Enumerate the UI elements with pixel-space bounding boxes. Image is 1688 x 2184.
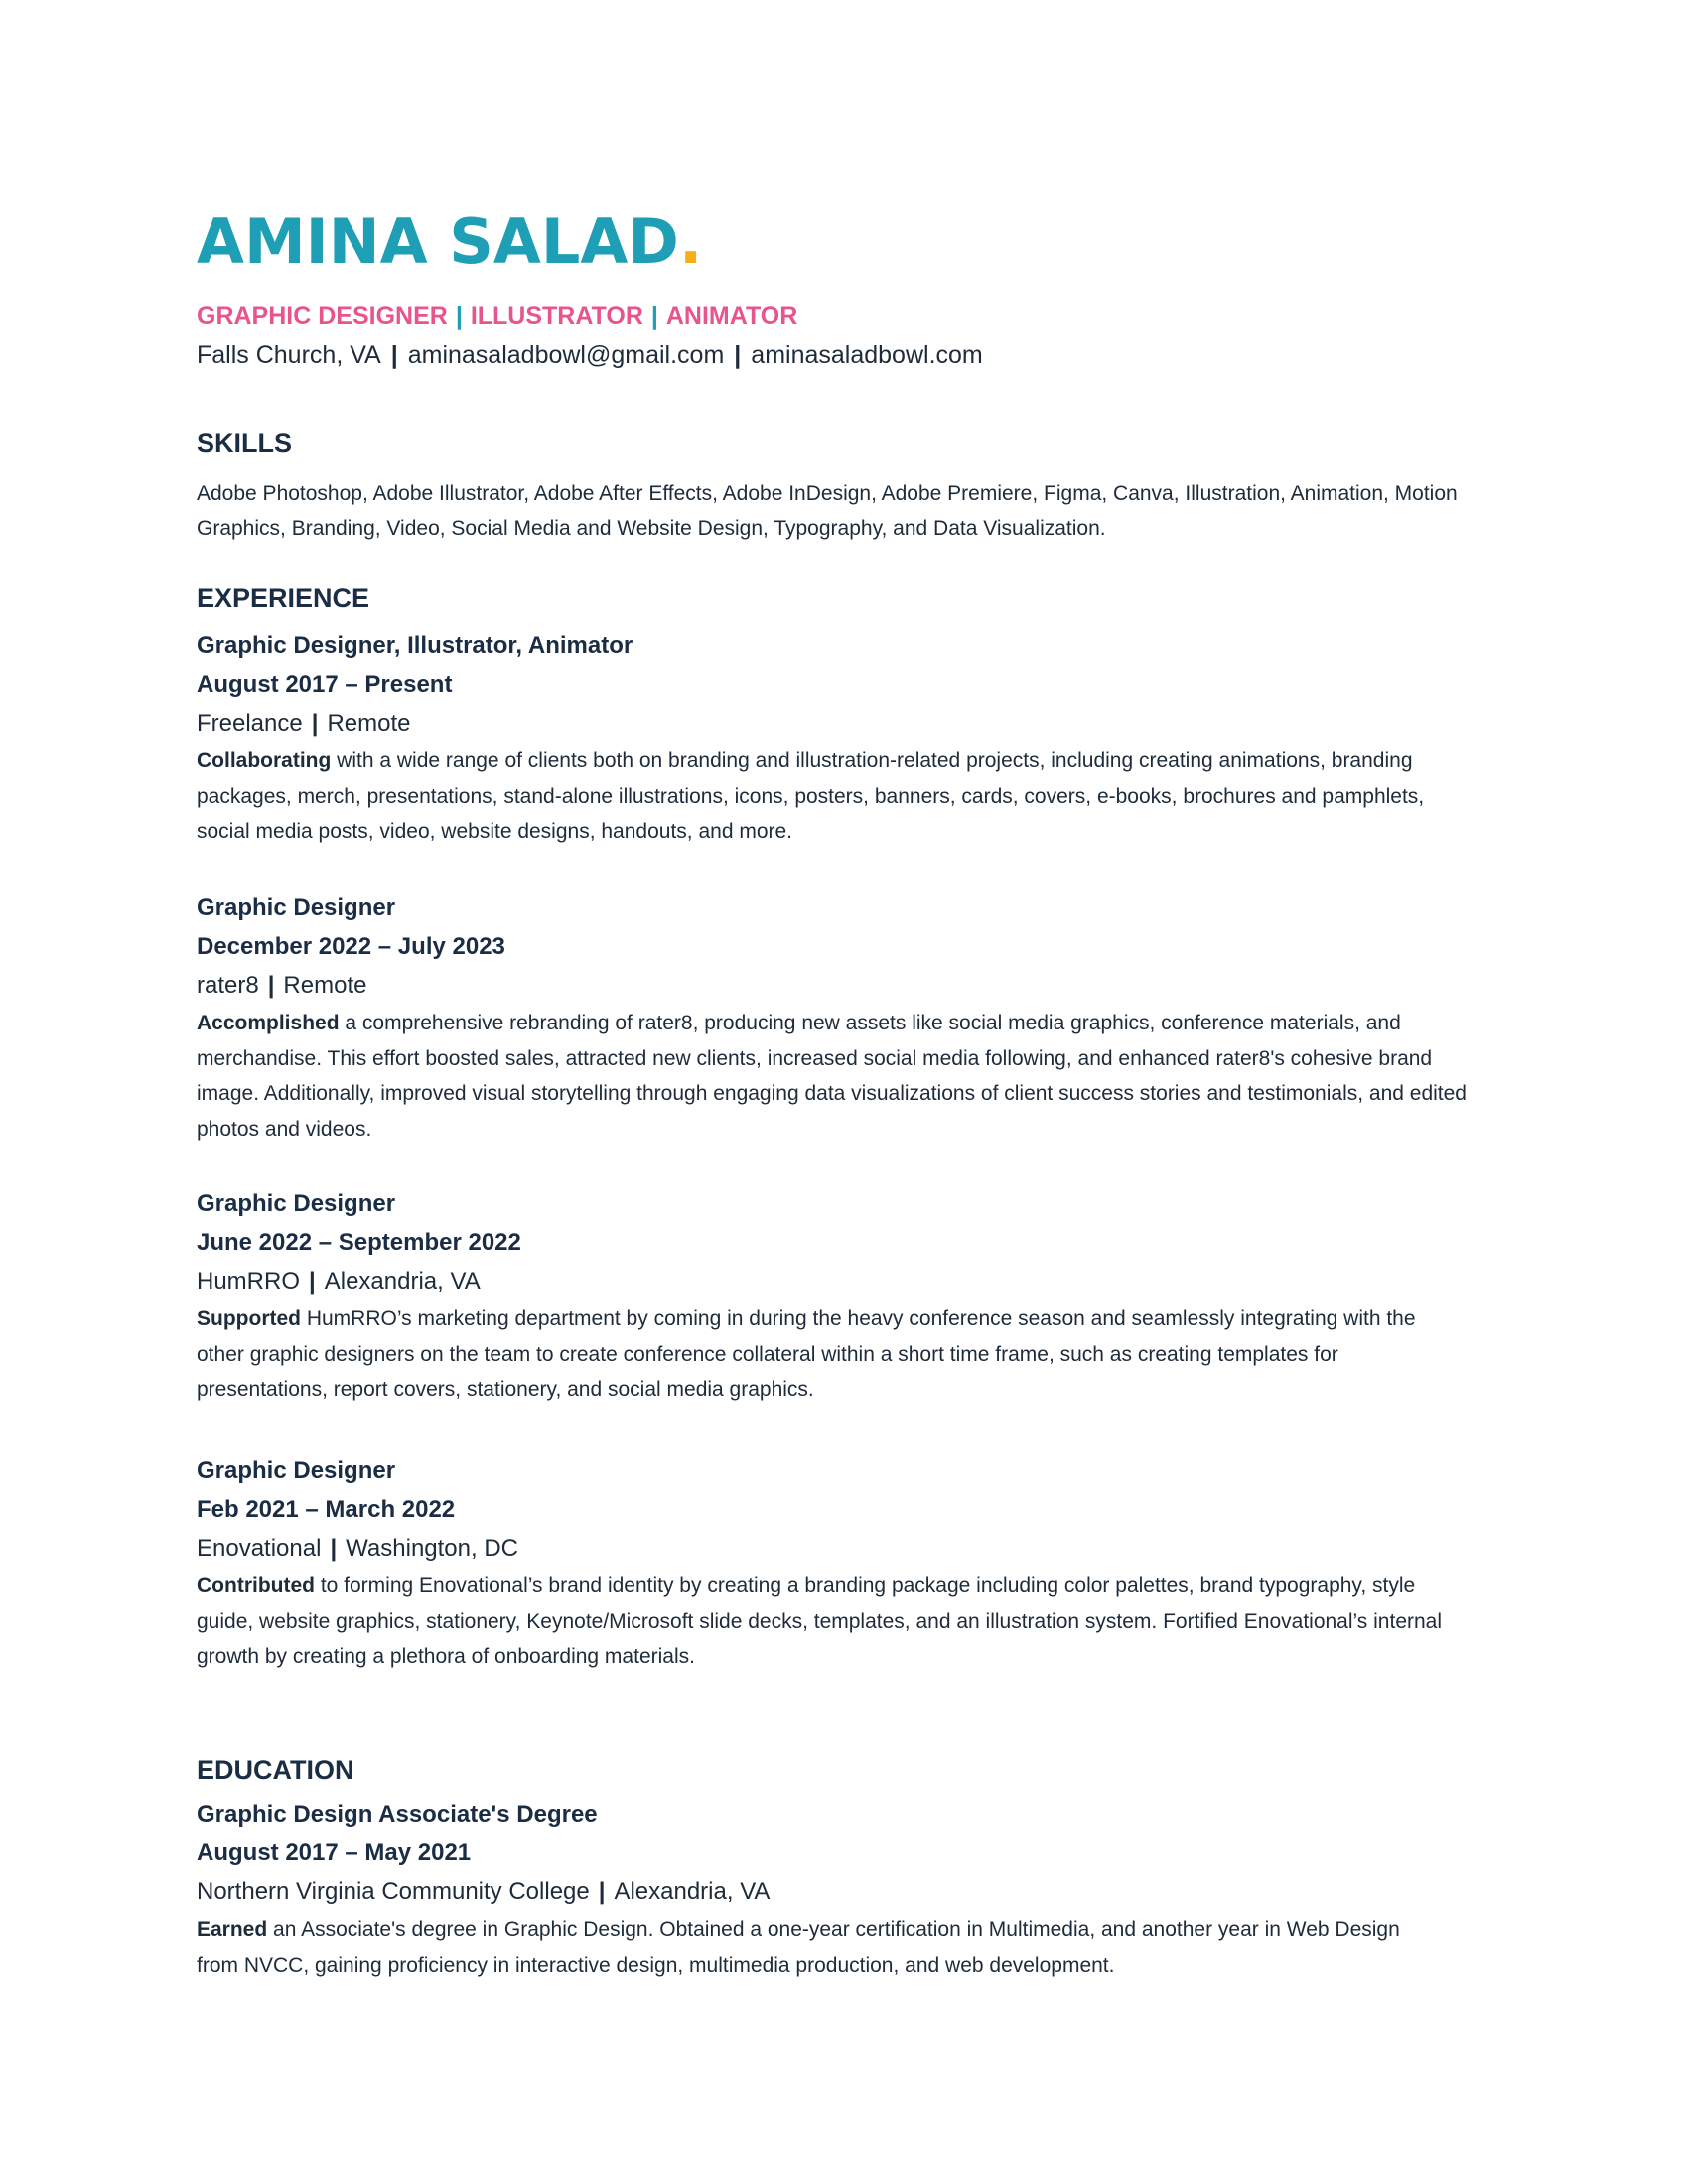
job-lead-verb: Accomplished <box>197 1012 340 1034</box>
job-place <box>197 704 1487 743</box>
job-title: Graphic Designer <box>197 1457 396 1484</box>
job-description <box>197 1301 1468 1408</box>
job-org: rater8 <box>197 972 259 999</box>
role-illustrator: ILLUSTRATOR <box>470 302 643 330</box>
name-text: AMINA SALAD <box>197 205 679 278</box>
job-place <box>197 1529 1487 1568</box>
job-location: Washington, DC <box>346 1535 519 1562</box>
roles-line <box>197 300 797 332</box>
job-org: Freelance <box>197 710 303 737</box>
experience-heading: EXPERIENCE <box>197 583 370 613</box>
job-desc-text: a comprehensive rebranding of rater8, producing new assets like social media graphics, conference materials, and merchandise. This effort boosted sales, attracted new clients, increased social media following, and enhanced rater8's cohesive brand image. Additionally, improved visual storytelling through engaging data visualizations of client success stories and testimonials, and edited photos and videos. <box>197 1012 1467 1141</box>
place-separator: | <box>267 972 275 999</box>
job-desc-text: to forming Enovational’s brand identity by creating a branding package including color palettes, brand typography, style guide, website graphics, stationery, Keynote/Microsoft slide decks, templates, and an illustration system. Fortified Enovational’s internal growth by creating a plethora of onboarding materials. <box>197 1574 1443 1668</box>
job-desc-text: HumRRO’s marketing department by coming in during the heavy conference season and seamlessly integrating with the other graphic designers on the team to create conference collateral within a short time frame, such as creating templates for presentations, report covers, stationery, and social media graphics. <box>197 1307 1416 1401</box>
place-separator: | <box>330 1535 338 1562</box>
job-location: Alexandria, VA <box>324 1268 481 1295</box>
contact-separator: | <box>390 341 398 369</box>
job-description <box>197 1569 1468 1675</box>
school-name: Northern Virginia Community College <box>197 1878 590 1905</box>
skills-heading: SKILLS <box>197 428 293 458</box>
job-entry-enovational <box>197 1451 1487 1675</box>
job-description <box>197 744 1468 850</box>
name-dot: . <box>678 205 703 278</box>
candidate-name <box>197 205 702 280</box>
place-separator: | <box>309 1268 316 1295</box>
skills-list: Adobe Photoshop, Adobe Illustrator, Adobe After Effects, Adobe InDesign, Adobe Premiere, Figma, Canva, Illustration, Animation, Motion Graphics, Branding, Video, Social Media and Website Design, Typography, and Data Visualization. <box>197 482 1458 540</box>
job-place <box>197 966 1487 1005</box>
job-dates: August 2017 – Present <box>197 671 453 698</box>
contact-email[interactable]: aminasaladbowl@gmail.com <box>407 341 725 369</box>
job-entry-rater8 <box>197 888 1487 1147</box>
job-desc-text: with a wide range of clients both on branding and illustration-related projects, including creating animations, branding packages, merch, presentations, stand-alone illustrations, icons, posters, banners, cards, covers, e-books, brochures and pamphlets, social media posts, video, website designs, handouts, and more. <box>197 750 1425 843</box>
education-heading: EDUCATION <box>197 1755 354 1785</box>
job-entry-freelance <box>197 626 1487 850</box>
education-entry <box>197 1795 1487 1982</box>
education-description <box>197 1912 1428 1982</box>
job-dates: Feb 2021 – March 2022 <box>197 1496 456 1523</box>
contact-location: Falls Church, VA <box>197 341 381 369</box>
place-separator: | <box>311 710 319 737</box>
contact-line <box>197 339 983 372</box>
contact-website[interactable]: aminasaladbowl.com <box>751 341 983 369</box>
job-dates: December 2022 – July 2023 <box>197 933 505 960</box>
place-separator: | <box>598 1878 606 1905</box>
job-dates: June 2022 – September 2022 <box>197 1229 521 1256</box>
job-org: HumRRO <box>197 1268 301 1295</box>
education-dates: August 2017 – May 2021 <box>197 1840 472 1866</box>
job-lead-verb: Collaborating <box>197 750 332 772</box>
education-desc-text: an Associate's degree in Graphic Design. Obtained a one-year certification in Multimedia, and another year in Web Design from NVCC, gaining proficiency in interactive design, multimedia production, and web development. <box>197 1918 1400 1977</box>
job-lead-verb: Supported <box>197 1307 301 1330</box>
job-lead-verb: Contributed <box>197 1574 315 1597</box>
role-separator: | <box>455 302 463 330</box>
job-description <box>197 1006 1468 1147</box>
job-location: Remote <box>283 972 367 999</box>
education-lead-verb: Earned <box>197 1918 268 1941</box>
job-entry-humrro <box>197 1184 1487 1408</box>
job-location: Remote <box>327 710 411 737</box>
school-location: Alexandria, VA <box>614 1878 771 1905</box>
degree-title: Graphic Design Associate's Degree <box>197 1801 598 1828</box>
education-place <box>197 1872 1487 1911</box>
job-org: Enovational <box>197 1535 322 1562</box>
role-animator: ANIMATOR <box>665 302 798 330</box>
job-title: Graphic Designer <box>197 1190 396 1217</box>
role-graphic-designer: GRAPHIC DESIGNER <box>197 302 448 330</box>
job-place <box>197 1262 1487 1300</box>
job-title: Graphic Designer <box>197 894 396 921</box>
role-separator: | <box>650 302 658 330</box>
job-title: Graphic Designer, Illustrator, Animator <box>197 632 633 659</box>
contact-separator: | <box>734 341 742 369</box>
